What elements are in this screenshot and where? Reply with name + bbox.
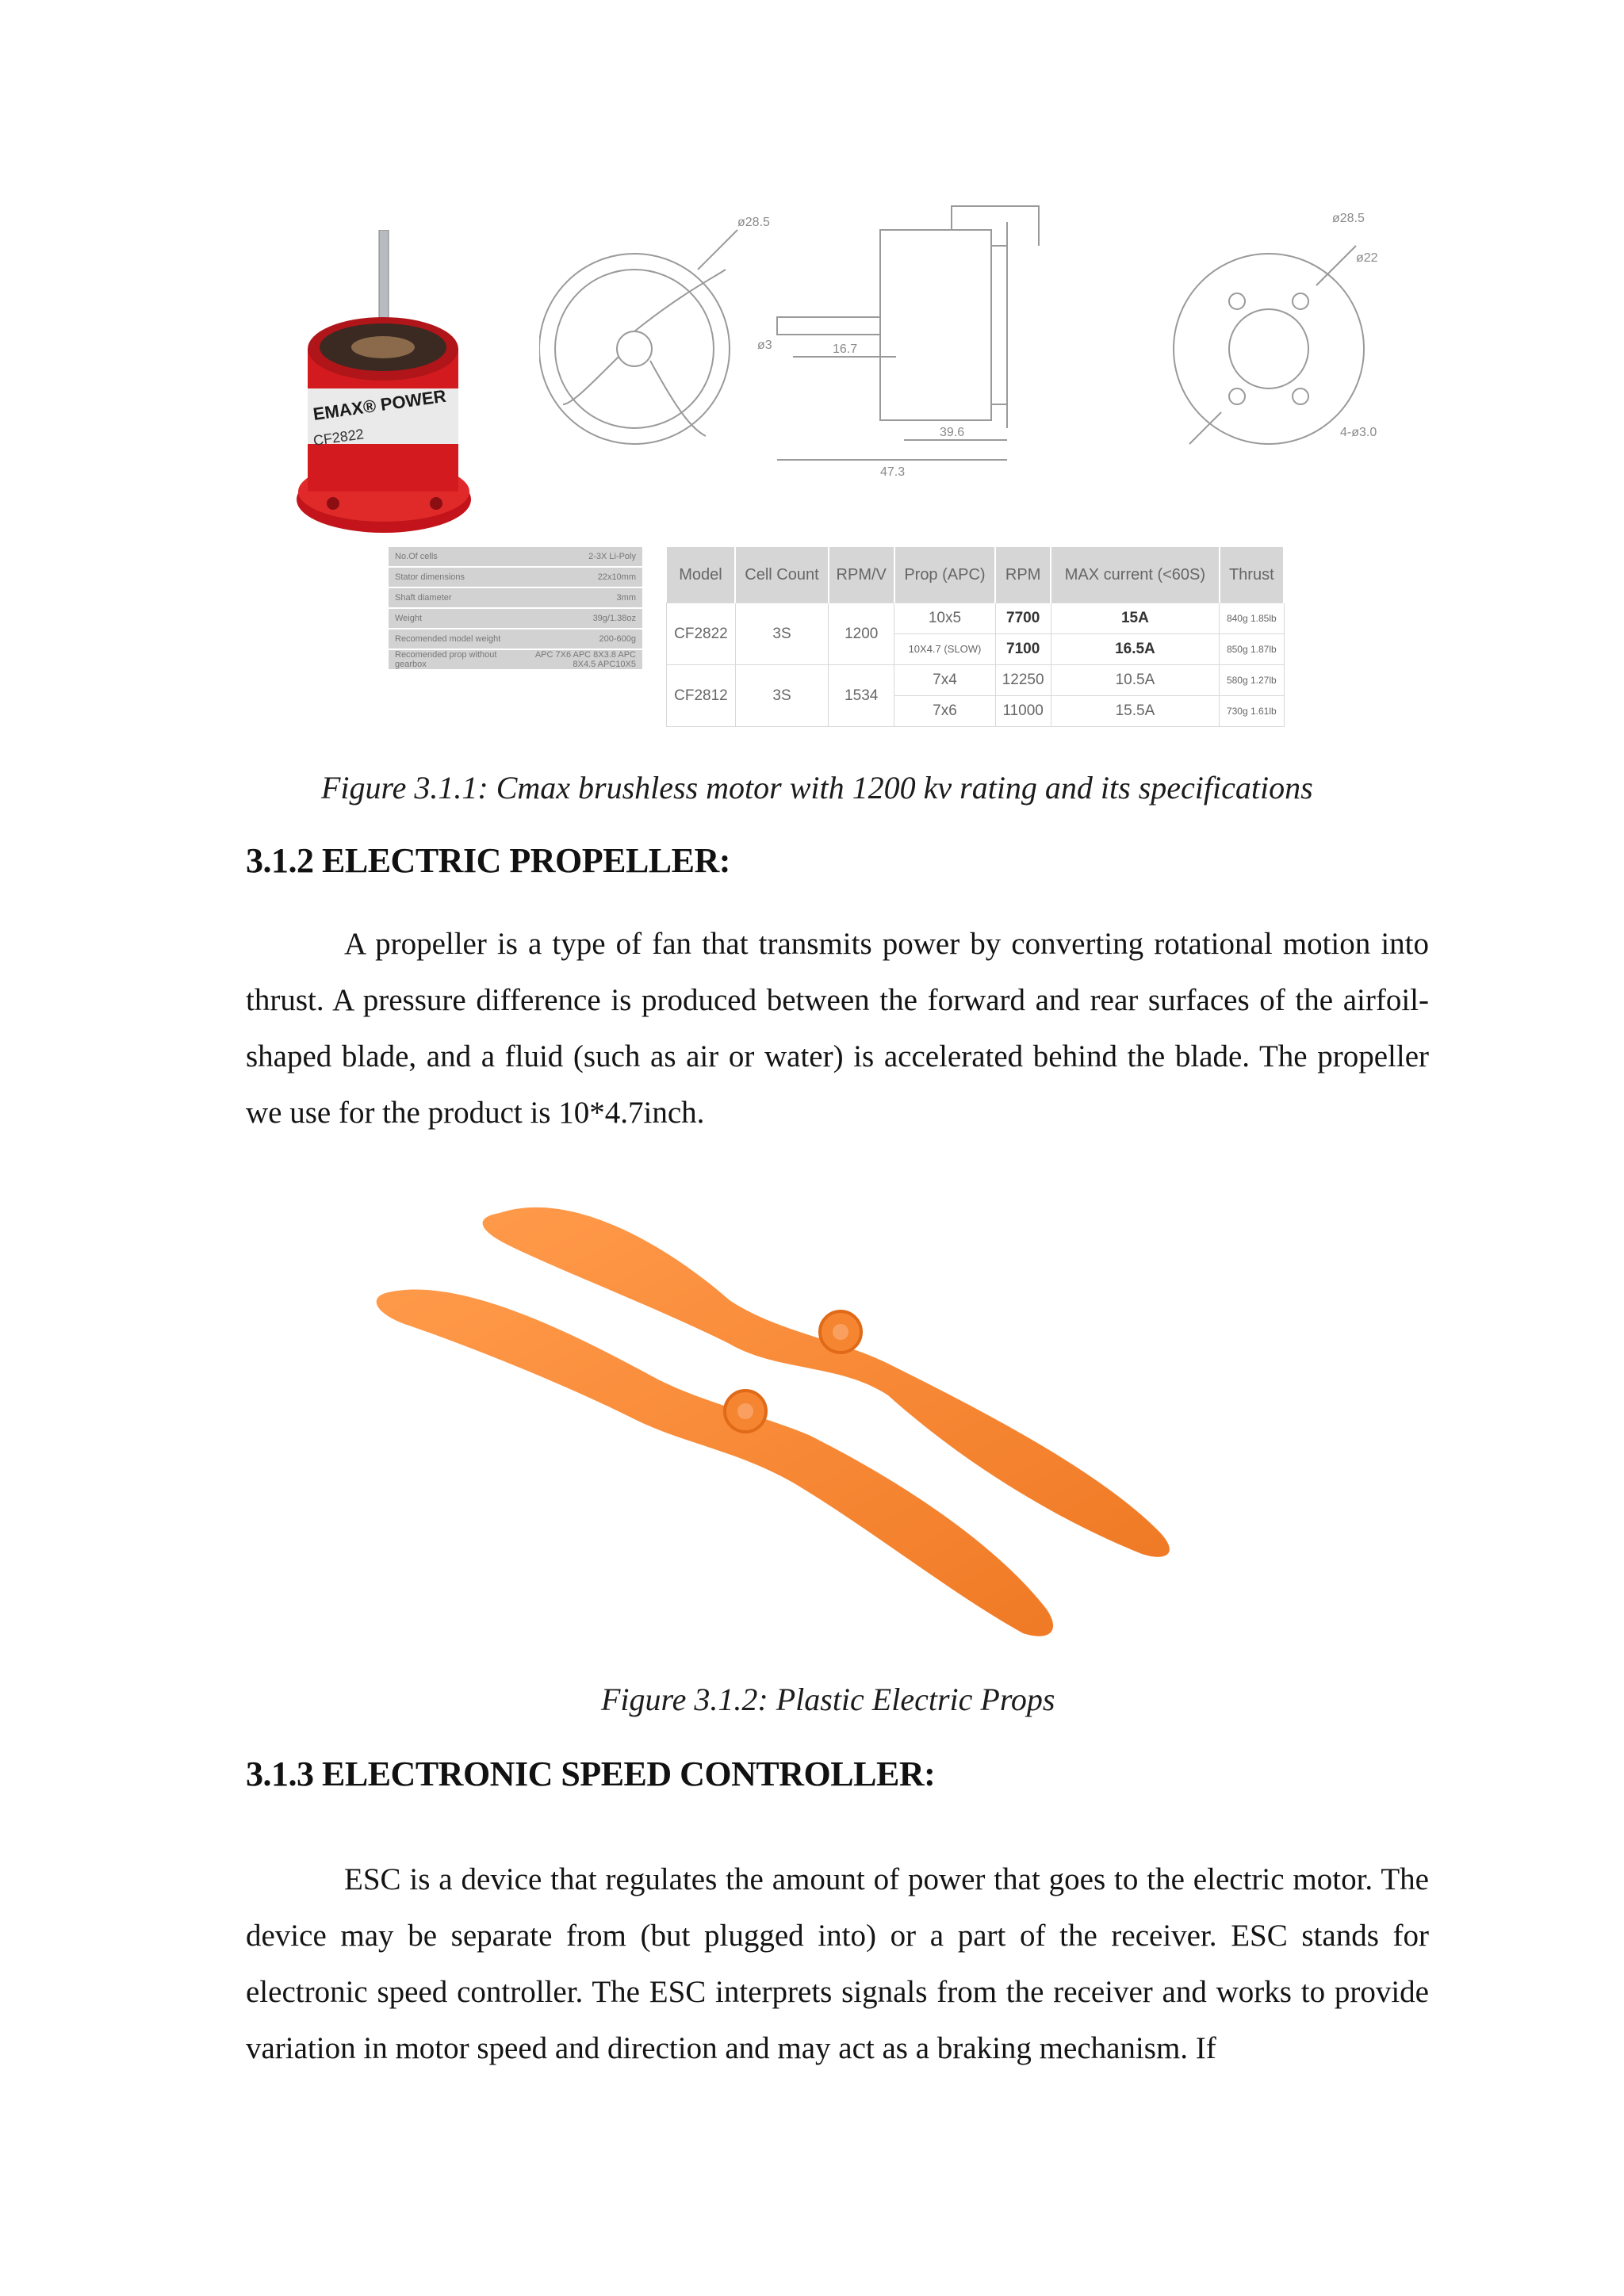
table-cell-thrust: 580g 1.27lb	[1220, 665, 1284, 696]
table-cell-cells: 3S	[735, 603, 828, 665]
spec-row	[389, 587, 642, 608]
dim-label: 16.7	[833, 342, 858, 356]
figure-caption: Figure 3.1.1: Cmax brushless motor with 1200 kv rating and its specifications	[321, 770, 1313, 806]
body-paragraph: ESC is a device that regulates the amount of power that goes to the electric motor. The device may be separate from (but plugged into) or a part of the receiver. ESC stands for electronic speed controller. The ESC interprets signals from the receiver and works to provide variation in motor speed and direction and may act as a braking mechanism. If	[246, 1862, 1429, 2065]
spec-row	[389, 567, 642, 587]
table-cell-current: 10.5A	[1051, 665, 1219, 696]
dim-label: 39.6	[940, 426, 965, 439]
table-cell-thrust: 730g 1.61lb	[1220, 696, 1284, 727]
table-cell-rpm: 11000	[995, 696, 1051, 727]
spec-row	[389, 608, 642, 629]
motor-technical-drawing	[539, 198, 1396, 499]
table-cell-rpm: 12250	[995, 665, 1051, 696]
dim-label: ø22	[1356, 251, 1378, 265]
spec-label: Shaft diameter	[389, 587, 508, 608]
spec-label: Stator dimensions	[389, 567, 508, 587]
table-header: Prop (APC)	[894, 547, 995, 603]
dim-label: ø3	[757, 339, 772, 352]
spec-row	[389, 629, 642, 649]
motor-spec-table	[389, 547, 642, 671]
spec-value: 22x10mm	[508, 567, 642, 587]
table-cell-rpmv: 1534	[829, 665, 894, 727]
table-row	[667, 665, 1285, 696]
table-cell-thrust: 840g 1.85lb	[1220, 603, 1284, 634]
table-cell-current: 15.5A	[1051, 696, 1219, 727]
spec-value: 3mm	[508, 587, 642, 608]
table-cell-prop: 10x5	[894, 603, 995, 634]
table-cell-prop: 7x4	[894, 665, 995, 696]
table-header: RPM/V	[829, 547, 894, 603]
spec-row	[389, 547, 642, 567]
table-cell-current: 15A	[1051, 603, 1219, 634]
table-cell-rpmv: 1200	[829, 603, 894, 665]
table-row	[667, 603, 1285, 634]
table-cell-rpm: 7100	[995, 634, 1051, 665]
motor-performance-table	[666, 547, 1285, 727]
motor-brand-text: EMAX® POWER	[312, 385, 448, 424]
body-paragraph: A propeller is a type of fan that transmits power by converting rotational motion into thrust. A pressure difference is produced between the forward and rear surfaces of the airfoil-shaped blade, and a fluid (such as air or water) is accelerated behind the blade. The propeller we use for the product is 10*4.7inch.	[246, 927, 1429, 1130]
table-cell-model: CF2822	[667, 603, 736, 665]
spec-label: Weight	[389, 608, 508, 629]
table-header: Thrust	[1220, 547, 1284, 603]
propellers-photo	[365, 1181, 1277, 1657]
section-heading: 3.1.3 ELECTRONIC SPEED CONTROLLER:	[246, 1755, 936, 1793]
table-cell-prop: 7x6	[894, 696, 995, 727]
spec-value: 39g/1.38oz	[508, 608, 642, 629]
motor-model-text: CF2822	[312, 426, 365, 449]
dim-label: ø28.5	[737, 216, 770, 229]
table-header: Model	[667, 547, 736, 603]
section-heading: 3.1.2 ELECTRIC PROPELLER:	[246, 841, 730, 880]
spec-label: No.Of cells	[389, 547, 508, 567]
table-cell-thrust: 850g 1.87lb	[1220, 634, 1284, 665]
dim-label: 47.3	[880, 465, 906, 479]
spec-value: APC 7X6 APC 8X3.8 APC 8X4.5 APC10X5	[508, 649, 642, 670]
table-cell-rpm: 7700	[995, 603, 1051, 634]
spec-value: 200-600g	[508, 629, 642, 649]
spec-label: Recomended prop without gearbox	[389, 649, 508, 670]
spec-row	[389, 649, 642, 670]
table-cell-prop: 10X4.7 (SLOW)	[894, 634, 995, 665]
spec-value: 2-3X Li-Poly	[508, 547, 642, 567]
table-cell-model: CF2812	[667, 665, 736, 727]
dim-label: ø28.5	[1332, 212, 1365, 225]
spec-label: Recomended model weight	[389, 629, 508, 649]
table-header: RPM	[995, 547, 1051, 603]
table-cell-cells: 3S	[735, 665, 828, 727]
table-cell-current: 16.5A	[1051, 634, 1219, 665]
table-header: Cell Count	[735, 547, 828, 603]
figure-motor	[285, 198, 1396, 737]
motor-photo	[285, 230, 523, 563]
table-header: MAX current (<60S)	[1051, 547, 1219, 603]
dim-label: 4-ø3.0	[1340, 426, 1377, 439]
figure-caption: Figure 3.1.2: Plastic Electric Props	[601, 1682, 1055, 1717]
